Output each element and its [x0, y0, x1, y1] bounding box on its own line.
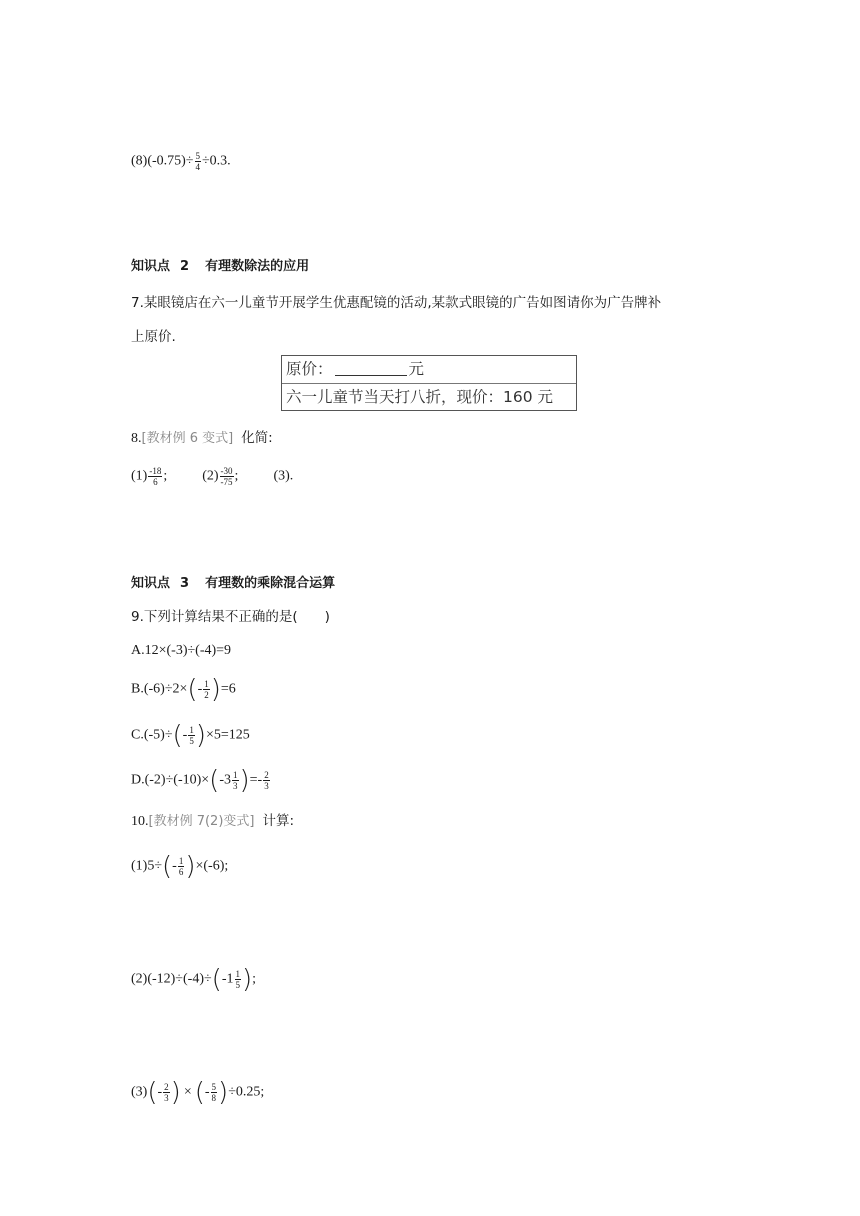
fraction: [188, 725, 195, 746]
denominator: 3: [233, 781, 238, 791]
sign: -: [182, 727, 188, 743]
whole-number: -3: [219, 772, 231, 788]
ad-sale-price-row: 六一儿童节当天打八折，现价：160 元: [282, 383, 576, 411]
numerator: 1: [189, 725, 194, 735]
paren-left: (: [147, 1077, 158, 1108]
fraction: [263, 770, 270, 791]
paren-right: ): [195, 720, 206, 751]
paren-left: (: [209, 765, 220, 796]
fraction: [148, 466, 162, 487]
paren-left: (: [211, 964, 222, 995]
ad-original-price-label: 原价：: [286, 360, 333, 378]
expr-text: ÷0.3.: [202, 153, 231, 169]
q7-line1: 7.某眼镜店在六一儿童节开展学生优惠配镜的活动,某款式眼镜的广告如图请你为广告牌补: [131, 295, 662, 311]
denominator: -75: [220, 477, 233, 487]
paren-left: (: [187, 674, 198, 705]
denominator: 6: [153, 477, 158, 487]
denominator: 3: [264, 781, 269, 791]
price-ad-board: [281, 355, 577, 411]
question-number: 8.: [131, 431, 142, 446]
sign: -: [172, 858, 177, 874]
question-text: 计算:: [262, 813, 295, 829]
q8-parts: [131, 466, 293, 487]
q9-option-b: [131, 674, 236, 705]
section-label: 知识点: [131, 259, 171, 274]
paren-right: ): [218, 1077, 229, 1108]
expr-text: ÷0.25;: [228, 1084, 265, 1100]
operator: ×: [183, 1084, 192, 1100]
fraction: [235, 969, 242, 990]
textbook-tag: [教材例 7(2)变式]: [148, 814, 255, 829]
denominator: 6: [178, 867, 184, 877]
fraction: [232, 770, 239, 791]
numerator: 5: [195, 151, 200, 161]
textbook-tag: [教材例 6 变式]: [141, 431, 234, 446]
denominator: 8: [211, 1093, 217, 1103]
question-text: 化简:: [241, 430, 273, 446]
paren-right: ): [239, 765, 250, 796]
section-number: 3: [180, 576, 190, 591]
expr-text: (2)(-12)÷(-4)÷: [131, 971, 212, 987]
section-label: 知识点: [131, 576, 171, 591]
paren-right: ): [210, 674, 221, 705]
paren-left: (: [162, 851, 173, 882]
paren-right: ): [185, 851, 196, 882]
section-title: 有理数的乘除混合运算: [205, 576, 336, 591]
denominator: 4: [195, 162, 200, 172]
fraction: [178, 856, 185, 877]
paren-right: ): [170, 1077, 181, 1108]
answer-blank[interactable]: [335, 359, 407, 376]
denominator: 2: [204, 690, 209, 700]
numerator: 2: [164, 1082, 169, 1092]
expr-text: ;: [252, 971, 257, 987]
paren-right: ): [242, 964, 253, 995]
numerator: 1: [233, 770, 238, 780]
ad-unit: 元: [408, 360, 425, 378]
problem-6-8: [131, 151, 231, 172]
sign: -: [197, 681, 203, 697]
expr-text: C.(-5)÷: [131, 727, 173, 743]
expr-text: =6: [220, 681, 236, 697]
q8-stem: [131, 428, 273, 449]
numerator: 1: [235, 969, 240, 979]
expr-text: ×5=125: [206, 727, 250, 743]
q9-option-d: [131, 765, 271, 796]
paren-left: (: [172, 720, 183, 751]
expr-text: (8)(-0.75)÷: [131, 153, 194, 169]
fraction: [163, 1082, 170, 1103]
expr-text: (1)5÷: [131, 858, 163, 874]
section-title: 有理数除法的应用: [205, 259, 310, 274]
part-label: (3).: [273, 468, 294, 484]
ad-original-price-row: [282, 356, 576, 383]
question-number: 10.: [131, 814, 149, 829]
section-number: 2: [180, 259, 190, 274]
sign: -: [204, 1084, 210, 1100]
q10-stem: [131, 811, 294, 832]
expr-text: (3): [131, 1084, 148, 1100]
part-label: (1): [131, 468, 148, 484]
fraction: [220, 466, 234, 487]
q7-line2: 上原价.: [131, 329, 176, 345]
fraction: [195, 151, 202, 172]
numerator: 1: [204, 679, 209, 689]
q9-option-c: [131, 720, 250, 751]
numerator: -18: [149, 466, 162, 476]
punct: ;: [234, 468, 239, 484]
fraction: [203, 679, 210, 700]
q9-option-a: A.12×(-3)÷(-4)=9: [131, 643, 232, 658]
expr-text: D.(-2)÷(-10)×: [131, 772, 210, 788]
numerator: 5: [211, 1082, 217, 1092]
section-2-heading: [131, 257, 309, 277]
q10-part-3: [131, 1077, 265, 1108]
expr-text: B.(-6)÷2×: [131, 681, 188, 697]
numerator: 2: [264, 770, 269, 780]
denominator: 5: [189, 736, 194, 746]
q9-stem: 9.下列计算结果不正确的是( ): [131, 609, 330, 625]
part-label: (2): [202, 468, 219, 484]
q10-part-1: [131, 851, 229, 882]
paren-left: (: [194, 1077, 205, 1108]
numerator: 1: [178, 856, 184, 866]
numerator: -30: [220, 466, 233, 476]
q10-part-2: [131, 964, 257, 995]
denominator: 5: [235, 980, 240, 990]
sign: -: [157, 1084, 163, 1100]
fraction: [211, 1082, 218, 1103]
section-3-heading: [131, 574, 335, 594]
expr-text: =-: [249, 772, 263, 788]
denominator: 3: [164, 1093, 169, 1103]
punct: ;: [163, 468, 168, 484]
expr-text: ×(-6);: [195, 858, 229, 874]
whole-number: -1: [221, 971, 234, 987]
